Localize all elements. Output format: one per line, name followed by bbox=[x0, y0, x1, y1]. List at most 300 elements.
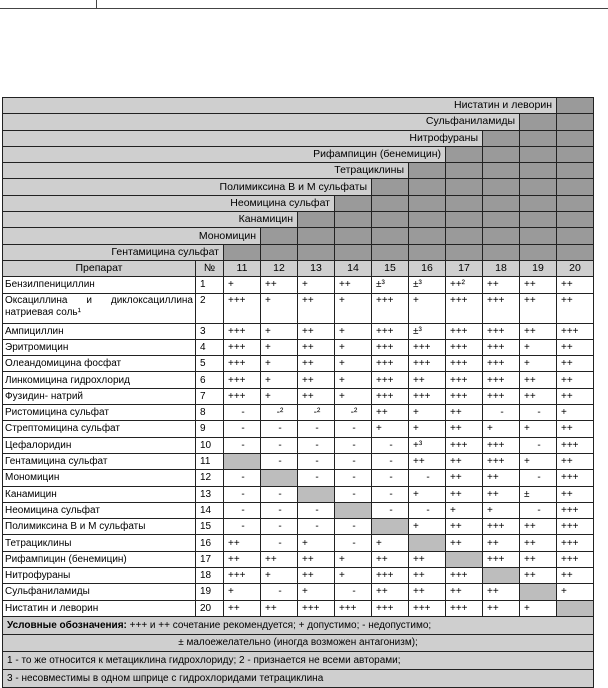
compatibility-cell: + bbox=[520, 600, 557, 616]
compatibility-cell: + bbox=[261, 293, 298, 323]
compatibility-cell: ++ bbox=[409, 372, 446, 388]
column-number-header: 14 bbox=[335, 260, 372, 276]
header-shade-cell bbox=[335, 212, 372, 228]
row-number: 20 bbox=[196, 600, 224, 616]
compatibility-cell: + bbox=[261, 388, 298, 404]
compatibility-cell: - bbox=[335, 535, 372, 551]
compatibility-cell: +++ bbox=[224, 388, 261, 404]
compatibility-cell: +++ bbox=[483, 388, 520, 404]
header-shade-cell bbox=[446, 146, 483, 162]
compatibility-cell: ++ bbox=[483, 277, 520, 293]
drug-name-cell bbox=[3, 372, 196, 388]
row-number: 9 bbox=[196, 421, 224, 437]
diagonal-header-row bbox=[3, 244, 594, 260]
drug-name-cell bbox=[3, 437, 196, 453]
diagonal-header-row bbox=[3, 195, 594, 211]
header-shade-cell bbox=[557, 130, 594, 146]
drug-name-cell bbox=[3, 421, 196, 437]
column-number-header: 17 bbox=[446, 260, 483, 276]
compatibility-cell: - bbox=[261, 421, 298, 437]
compatibility-cell: +++ bbox=[483, 372, 520, 388]
row-number: 19 bbox=[196, 584, 224, 600]
compatibility-cell: +++ bbox=[409, 600, 446, 616]
row-number: 7 bbox=[196, 388, 224, 404]
compatibility-cell: - bbox=[335, 519, 372, 535]
compatibility-cell: ++ bbox=[372, 405, 409, 421]
compatibility-cell: ++ bbox=[298, 551, 335, 567]
legend-title: Условные обозначения: bbox=[7, 620, 127, 632]
compatibility-cell: +++ bbox=[224, 323, 261, 339]
diagonal-header-label: Мономицин bbox=[3, 228, 261, 244]
compatibility-cell: +++ bbox=[298, 600, 335, 616]
drug-name: Нистатин и леворин bbox=[5, 602, 99, 614]
drug-name-cell bbox=[3, 486, 196, 502]
header-shade-cell bbox=[520, 244, 557, 260]
row-number: 13 bbox=[196, 486, 224, 502]
compatibility-cell: ++ bbox=[298, 293, 335, 323]
header-shade-cell bbox=[483, 244, 520, 260]
compatibility-cell: +++ bbox=[372, 293, 409, 323]
compatibility-cell: ±³ bbox=[372, 277, 409, 293]
diagonal-header-label: Нистатин и леворин bbox=[3, 98, 557, 114]
compatibility-cell: +++ bbox=[483, 551, 520, 567]
diagonal-cell bbox=[261, 470, 298, 486]
drug-name: Эритромицин bbox=[5, 342, 69, 353]
compatibility-cell: ++ bbox=[446, 405, 483, 421]
compatibility-cell: - bbox=[409, 502, 446, 518]
drug-name-cell bbox=[3, 502, 196, 518]
compatibility-cell: - bbox=[298, 502, 335, 518]
table-row bbox=[3, 323, 594, 339]
compatibility-cell: + bbox=[224, 584, 261, 600]
diagonal-header-label: Гентамицина сульфат bbox=[3, 244, 224, 260]
row-number: 10 bbox=[196, 437, 224, 453]
compatibility-cell: ± bbox=[520, 486, 557, 502]
compatibility-cell: + bbox=[298, 535, 335, 551]
top-rule bbox=[0, 8, 608, 9]
compatibility-cell: ++ bbox=[446, 584, 483, 600]
compatibility-cell: ++ bbox=[557, 277, 594, 293]
column-number-header: 11 bbox=[224, 260, 261, 276]
compatibility-cell: - bbox=[335, 437, 372, 453]
row-number: 12 bbox=[196, 470, 224, 486]
table-row bbox=[3, 453, 594, 469]
header-shade-cell bbox=[446, 228, 483, 244]
table-row bbox=[3, 600, 594, 616]
header-shade-cell bbox=[372, 179, 409, 195]
drug-name-cell bbox=[3, 356, 196, 372]
compatibility-cell: - bbox=[298, 470, 335, 486]
diagonal-cell bbox=[557, 600, 594, 616]
compatibility-cell: ++ bbox=[298, 339, 335, 355]
drug-name: Сульфаниламиды bbox=[5, 586, 90, 598]
compatibility-cell: ++ bbox=[372, 551, 409, 567]
compatibility-cell: ++ bbox=[261, 277, 298, 293]
compatibility-cell: ±³ bbox=[409, 277, 446, 293]
compatibility-cell: + bbox=[520, 356, 557, 372]
compatibility-cell: ++ bbox=[483, 470, 520, 486]
diagonal-header-label: Неомицина сульфат bbox=[3, 195, 335, 211]
compatibility-cell: ++ bbox=[446, 486, 483, 502]
compatibility-cell: ++ bbox=[224, 600, 261, 616]
drug-name: Линкомицина гидрохлорид bbox=[5, 374, 130, 386]
row-number: 18 bbox=[196, 568, 224, 584]
table-row bbox=[3, 339, 594, 355]
drug-name-cell bbox=[3, 453, 196, 469]
drug-name: Бензилпенициллин bbox=[5, 279, 95, 291]
compatibility-cell: - bbox=[224, 437, 261, 453]
compatibility-cell: - bbox=[224, 405, 261, 421]
compatibility-cell: - bbox=[224, 470, 261, 486]
compatibility-cell: + bbox=[298, 584, 335, 600]
compatibility-cell: ++ bbox=[557, 453, 594, 469]
compatibility-cell: - bbox=[372, 453, 409, 469]
drug-name: Мономицин bbox=[5, 472, 60, 484]
compatibility-cell: +++ bbox=[557, 437, 594, 453]
compatibility-cell: ++ bbox=[446, 519, 483, 535]
compatibility-cell: + bbox=[335, 323, 372, 339]
top-tick bbox=[96, 0, 97, 8]
diagonal-header-label: Канамицин bbox=[3, 212, 298, 228]
compatibility-cell: ++ bbox=[409, 584, 446, 600]
drug-name-cell bbox=[3, 470, 196, 486]
compatibility-cell: ++ bbox=[298, 323, 335, 339]
diagonal-header-label: Полимиксина В и М сульфаты bbox=[3, 179, 372, 195]
compatibility-cell: ++ bbox=[224, 551, 261, 567]
compatibility-cell: +++ bbox=[409, 388, 446, 404]
drug-name-cell bbox=[3, 293, 196, 323]
diagonal-cell bbox=[446, 551, 483, 567]
compatibility-cell: +++ bbox=[483, 293, 520, 323]
compatibility-cell: +++ bbox=[557, 502, 594, 518]
diagonal-header-label: Нитрофураны bbox=[3, 130, 483, 146]
compatibility-cell: + bbox=[409, 405, 446, 421]
row-number: 6 bbox=[196, 372, 224, 388]
compatibility-cell: + bbox=[557, 405, 594, 421]
diagonal-header-label: Сульфаниламиды bbox=[3, 114, 520, 130]
header-shade-cell bbox=[557, 146, 594, 162]
table-row bbox=[3, 486, 594, 502]
header-shade-cell bbox=[557, 114, 594, 130]
compatibility-cell: ++ bbox=[520, 277, 557, 293]
compatibility-cell: + bbox=[446, 502, 483, 518]
number-column-header: № bbox=[196, 260, 224, 276]
compatibility-cell: ++ bbox=[261, 600, 298, 616]
header-shade-cell bbox=[483, 146, 520, 162]
compatibility-cell: - bbox=[224, 486, 261, 502]
drug-name-cell bbox=[3, 323, 196, 339]
compatibility-cell: +++ bbox=[446, 388, 483, 404]
compatibility-cell: ++ bbox=[261, 551, 298, 567]
column-number-header: 16 bbox=[409, 260, 446, 276]
table-row bbox=[3, 405, 594, 421]
legend-row bbox=[3, 635, 594, 651]
diagonal-cell bbox=[372, 519, 409, 535]
table-row bbox=[3, 470, 594, 486]
header-shade-cell bbox=[520, 195, 557, 211]
drug-name: Ристомицина сульфат bbox=[5, 407, 109, 419]
compatibility-cell: +++ bbox=[409, 339, 446, 355]
header-shade-cell bbox=[261, 228, 298, 244]
footnote-line: 3 - несовместимы в одном шприце с гидрохлоридами тетрациклина bbox=[3, 669, 594, 687]
compatibility-cell: ++ bbox=[446, 535, 483, 551]
table-row bbox=[3, 388, 594, 404]
diagonal-header-row bbox=[3, 114, 594, 130]
compatibility-cell: - bbox=[224, 502, 261, 518]
compatibility-cell: - bbox=[261, 584, 298, 600]
header-shade-cell bbox=[446, 195, 483, 211]
header-shade-cell bbox=[483, 163, 520, 179]
compatibility-cell: + bbox=[520, 421, 557, 437]
compatibility-cell: +++ bbox=[372, 356, 409, 372]
legend-line: ± малоежелательно (иногда возможен антагонизм); bbox=[3, 635, 594, 651]
header-shade-cell bbox=[298, 228, 335, 244]
drug-name: Неомицина сульфат bbox=[5, 504, 100, 516]
row-number: 5 bbox=[196, 356, 224, 372]
diagonal-cell bbox=[224, 453, 261, 469]
row-number: 17 bbox=[196, 551, 224, 567]
compatibility-cell: - bbox=[261, 535, 298, 551]
header-shade-cell bbox=[483, 130, 520, 146]
compatibility-cell: ++ bbox=[409, 551, 446, 567]
header-shade-cell bbox=[557, 98, 594, 114]
header-shade-cell bbox=[557, 179, 594, 195]
header-shade-cell bbox=[335, 195, 372, 211]
compatibility-cell: +++ bbox=[557, 323, 594, 339]
compatibility-cell: - bbox=[520, 470, 557, 486]
compatibility-cell: ++ bbox=[520, 372, 557, 388]
compatibility-cell: +++ bbox=[372, 388, 409, 404]
compatibility-cell: + bbox=[335, 551, 372, 567]
header-shade-cell bbox=[372, 212, 409, 228]
header-shade-cell bbox=[335, 228, 372, 244]
row-number: 14 bbox=[196, 502, 224, 518]
row-number: 2 bbox=[196, 293, 224, 323]
compatibility-cell: ++ bbox=[335, 277, 372, 293]
compatibility-cell: - bbox=[372, 486, 409, 502]
diagonal-header-row bbox=[3, 212, 594, 228]
compatibility-cell: ++ bbox=[520, 323, 557, 339]
compatibility-cell: +++ bbox=[446, 568, 483, 584]
table-row bbox=[3, 356, 594, 372]
compatibility-cell: + bbox=[335, 293, 372, 323]
compatibility-cell: ++ bbox=[520, 551, 557, 567]
compatibility-cell: - bbox=[298, 453, 335, 469]
header-shade-cell bbox=[224, 244, 261, 260]
table-row bbox=[3, 502, 594, 518]
diagonal-header-row bbox=[3, 98, 594, 114]
header-shade-cell bbox=[557, 212, 594, 228]
compatibility-cell: +++ bbox=[224, 568, 261, 584]
column-number-header: 13 bbox=[298, 260, 335, 276]
compatibility-cell: + bbox=[520, 453, 557, 469]
header-shade-cell bbox=[335, 244, 372, 260]
compatibility-cell: +++ bbox=[446, 437, 483, 453]
compatibility-table bbox=[2, 97, 594, 688]
header-shade-cell bbox=[557, 195, 594, 211]
compatibility-cell: ++ bbox=[520, 293, 557, 323]
table-row bbox=[3, 535, 594, 551]
row-number: 4 bbox=[196, 339, 224, 355]
header-shade-cell bbox=[520, 163, 557, 179]
compatibility-cell: +++ bbox=[483, 339, 520, 355]
compatibility-cell: + bbox=[261, 323, 298, 339]
legend-line: Условные обозначения: +++ и ++ сочетание рекомендуется; + допустимо; - недопустимо; bbox=[3, 616, 594, 634]
compatibility-cell: - bbox=[261, 502, 298, 518]
compatibility-cell: ++ bbox=[520, 388, 557, 404]
compatibility-cell: -² bbox=[298, 405, 335, 421]
compatibility-cell: - bbox=[224, 421, 261, 437]
drug-name-cell bbox=[3, 600, 196, 616]
compatibility-cell: +++ bbox=[557, 519, 594, 535]
compatibility-cell: - bbox=[298, 519, 335, 535]
compatibility-cell: +++ bbox=[372, 323, 409, 339]
drug-name: Фузидин- натрий bbox=[5, 390, 84, 402]
diagonal-cell bbox=[483, 568, 520, 584]
table-row bbox=[3, 519, 594, 535]
compatibility-cell: ++ bbox=[483, 486, 520, 502]
header-shade-cell bbox=[446, 163, 483, 179]
header-shade-cell bbox=[520, 212, 557, 228]
compatibility-cell: - bbox=[261, 437, 298, 453]
compatibility-cell: - bbox=[409, 470, 446, 486]
row-number: 8 bbox=[196, 405, 224, 421]
compatibility-cell: ++ bbox=[520, 535, 557, 551]
compatibility-cell: +++ bbox=[483, 453, 520, 469]
diagonal-header-row bbox=[3, 228, 594, 244]
drug-name-cell bbox=[3, 388, 196, 404]
compatibility-cell: + bbox=[261, 356, 298, 372]
compatibility-cell: +++ bbox=[483, 437, 520, 453]
compatibility-cell: ++ bbox=[224, 535, 261, 551]
compatibility-cell: +++ bbox=[224, 356, 261, 372]
compatibility-cell: +++ bbox=[483, 323, 520, 339]
compatibility-cell: - bbox=[372, 502, 409, 518]
compatibility-cell: +++ bbox=[446, 293, 483, 323]
compatibility-cell: ++ bbox=[446, 421, 483, 437]
compatibility-cell: + bbox=[335, 388, 372, 404]
compatibility-cell: + bbox=[335, 356, 372, 372]
compatibility-cell: ++² bbox=[446, 277, 483, 293]
compatibility-cell: ++ bbox=[298, 568, 335, 584]
compatibility-cell: - bbox=[335, 421, 372, 437]
compatibility-cell: + bbox=[261, 339, 298, 355]
drug-name-cell bbox=[3, 568, 196, 584]
header-shade-cell bbox=[409, 195, 446, 211]
compatibility-cell: ++ bbox=[557, 568, 594, 584]
drug-name: Тетрациклины bbox=[5, 537, 72, 549]
drug-name-cell bbox=[3, 339, 196, 355]
compatibility-cell: -² bbox=[261, 405, 298, 421]
compatibility-cell: - bbox=[483, 405, 520, 421]
header-shade-cell bbox=[446, 179, 483, 195]
drug-name: Цефалоридин bbox=[5, 439, 72, 451]
compatibility-cell: +++ bbox=[483, 356, 520, 372]
diagonal-header-row bbox=[3, 130, 594, 146]
compatibility-cell: ++ bbox=[520, 568, 557, 584]
table-row bbox=[3, 293, 594, 323]
compatibility-cell: +++ bbox=[557, 470, 594, 486]
compatibility-cell: +++ bbox=[483, 519, 520, 535]
compatibility-cell: + bbox=[372, 535, 409, 551]
compatibility-table-container bbox=[2, 97, 594, 688]
compatibility-cell: ++ bbox=[557, 421, 594, 437]
drug-name: Олеандомицина фосфат bbox=[5, 358, 122, 370]
compatibility-cell: - bbox=[298, 437, 335, 453]
compatibility-cell: - bbox=[372, 470, 409, 486]
diagonal-header-row bbox=[3, 179, 594, 195]
compatibility-cell: ++ bbox=[483, 535, 520, 551]
header-shade-cell bbox=[372, 195, 409, 211]
drug-name-cell bbox=[3, 277, 196, 293]
drug-name: Оксациллина и диклоксациллина натриевая соль¹ bbox=[5, 294, 193, 318]
compatibility-cell: + bbox=[261, 372, 298, 388]
compatibility-cell: + bbox=[335, 339, 372, 355]
diagonal-header-label: Тетрациклины bbox=[3, 163, 409, 179]
compatibility-cell: ++ bbox=[446, 453, 483, 469]
compatibility-cell: ++ bbox=[298, 372, 335, 388]
header-shade-cell bbox=[520, 146, 557, 162]
compatibility-cell: ++ bbox=[298, 388, 335, 404]
compatibility-cell: - bbox=[261, 519, 298, 535]
compatibility-cell: +++ bbox=[446, 339, 483, 355]
compatibility-cell: - bbox=[261, 453, 298, 469]
compatibility-cell: ++ bbox=[557, 339, 594, 355]
compatibility-cell: ++ bbox=[483, 600, 520, 616]
compatibility-cell: + bbox=[335, 372, 372, 388]
header-shade-cell bbox=[483, 228, 520, 244]
table-row bbox=[3, 551, 594, 567]
compatibility-cell: - bbox=[372, 437, 409, 453]
compatibility-cell: + bbox=[298, 277, 335, 293]
compatibility-cell: - bbox=[520, 437, 557, 453]
row-number: 15 bbox=[196, 519, 224, 535]
compatibility-cell: +++ bbox=[372, 600, 409, 616]
compatibility-cell: +++ bbox=[446, 356, 483, 372]
legend-row bbox=[3, 669, 594, 687]
table-row bbox=[3, 372, 594, 388]
drug-name: Нитрофураны bbox=[5, 570, 71, 582]
drug-name-cell bbox=[3, 551, 196, 567]
header-shade-cell bbox=[557, 228, 594, 244]
compatibility-cell: + bbox=[520, 339, 557, 355]
header-shade-cell bbox=[520, 130, 557, 146]
header-shade-cell bbox=[298, 212, 335, 228]
drug-name: Стрептомицина сульфат bbox=[5, 423, 120, 435]
compatibility-cell: ++ bbox=[557, 486, 594, 502]
header-shade-cell bbox=[520, 179, 557, 195]
table-row bbox=[3, 421, 594, 437]
compatibility-cell: +++ bbox=[372, 339, 409, 355]
compatibility-cell: ++ bbox=[557, 388, 594, 404]
compatibility-cell: - bbox=[335, 470, 372, 486]
drug-name-cell bbox=[3, 405, 196, 421]
column-number-header: 20 bbox=[557, 260, 594, 276]
compatibility-cell: +++ bbox=[409, 356, 446, 372]
header-shade-cell bbox=[372, 228, 409, 244]
compatibility-cell: + bbox=[335, 568, 372, 584]
compatibility-cell: - bbox=[224, 519, 261, 535]
compatibility-cell: +++ bbox=[372, 372, 409, 388]
header-shade-cell bbox=[557, 163, 594, 179]
header-shade-cell bbox=[557, 244, 594, 260]
legend-row bbox=[3, 616, 594, 634]
compatibility-cell: +++ bbox=[446, 600, 483, 616]
compatibility-cell: - bbox=[261, 486, 298, 502]
header-shade-cell bbox=[520, 114, 557, 130]
row-number: 3 bbox=[196, 323, 224, 339]
diagonal-cell bbox=[298, 486, 335, 502]
